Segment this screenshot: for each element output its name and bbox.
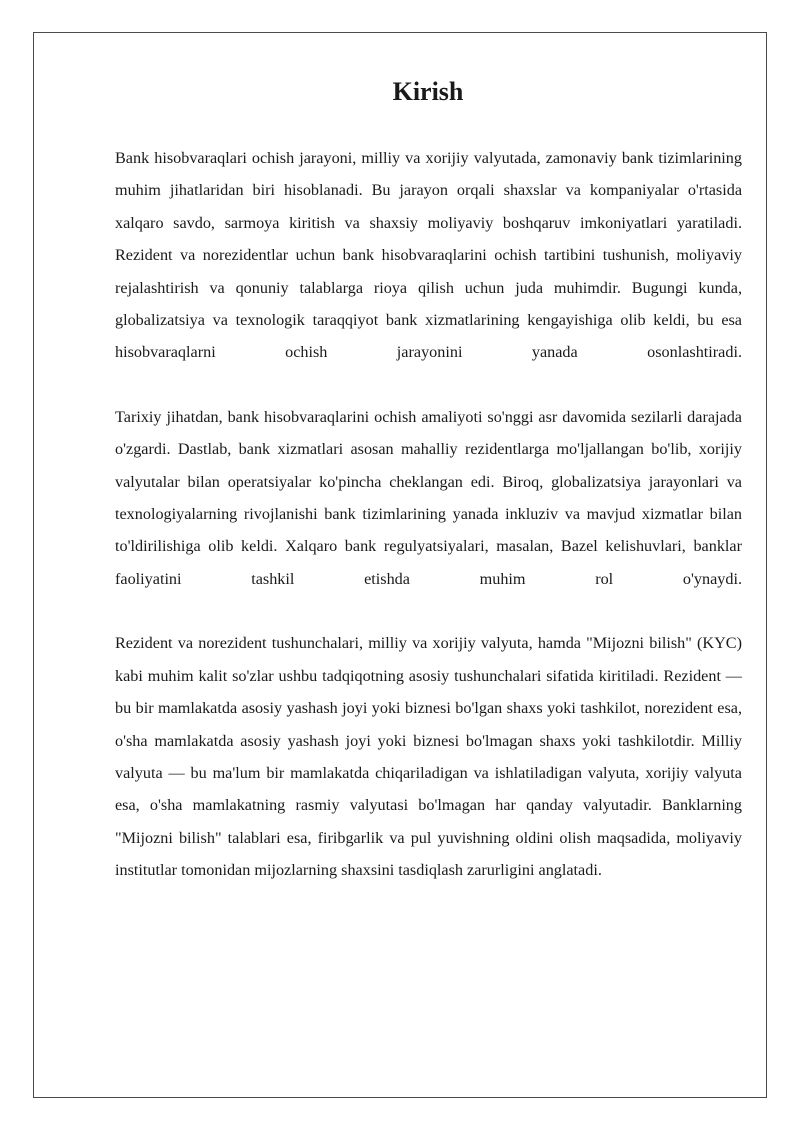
paragraph-2: Tarixiy jihatdan, bank hisobvaraqlarini ochish amaliyoti so'nggi asr davomida sezilarli darajada o'zgardi. Dastlab, bank xizmatlari asosan mahalliy rezidentlarga mo'ljallangan bo'lib, xorijiy valyutalar bilan operatsiyalar ko'pincha cheklangan edi. Biroq, globalizatsiya jarayonlari va texnologiyalarning rivojlanishi bank tizimlarining yanada inkluziv va mavjud xizmatlar bilan to'ldirilishiga olib keldi. Xalqaro bank regulyatsiyalari, masalan, Bazel kelishuvlari, banklar faoliyatini tashkil etishda muhim rol o'ynaydi.: [115, 407, 742, 588]
paragraph-3: Rezident va norezident tushunchalari, milliy va xorijiy valyuta, hamda "Mijozni bilish" (KYC) kabi muhim kalit so'zlar ushbu tadqiqotning asosiy tushunchalari sifatida kiritiladi. Rezident — bu bir mamlakatda asosiy yashash joyi yoki biznesi bo'lgan shaxs yoki tashkilot, norezident esa, o'sha mamlakatda asosiy yashash joyi yoki biznesi bo'lmagan shaxs yoki tashkilotdir. Milliy valyuta — bu ma'lum bir mamlakatda chiqariladigan va ishlatiladigan valyuta, xorijiy valyuta esa, o'sha mamlakatning rasmiy valyutasi bo'lmagan har qanday valyutadir. Banklarning "Mijozni bilish" talablari esa, firibgarlik va pul yuvishning oldini olish maqsadida, moliyaviy institutlar tomonidan mijozlarning shaxsini tasdiqlash zarurligini anglatadi.: [115, 634, 742, 880]
document-title: Kirish: [392, 77, 464, 106]
document-body: [115, 142, 742, 887]
paragraph-1: Bank hisobvaraqlari ochish jarayoni, milliy va xorijiy valyutada, zamonaviy bank tizimlarining muhim jihatlaridan biri hisoblanadi. Bu jarayon orqali shaxslar va kompaniyalar o'rtasida xalqaro savdo, sarmoya kiritish va shaxsiy moliyaviy boshqaruv imkoniyatlari yaratiladi. Rezident va norezidentlar uchun bank hisobvaraqlarini ochish tartibini tushunish, moliyaviy rejalashtirish va qonuniy talablarga rioya qilish uchun juda muhimdir. Bugungi kunda, globalizatsiya va texnologik taraqqiyot bank xizmatlarining kengayishiga olib keldi, bu esa hisobvaraqlarni ochish jarayonini yanada osonlashtiradi.: [115, 149, 742, 362]
